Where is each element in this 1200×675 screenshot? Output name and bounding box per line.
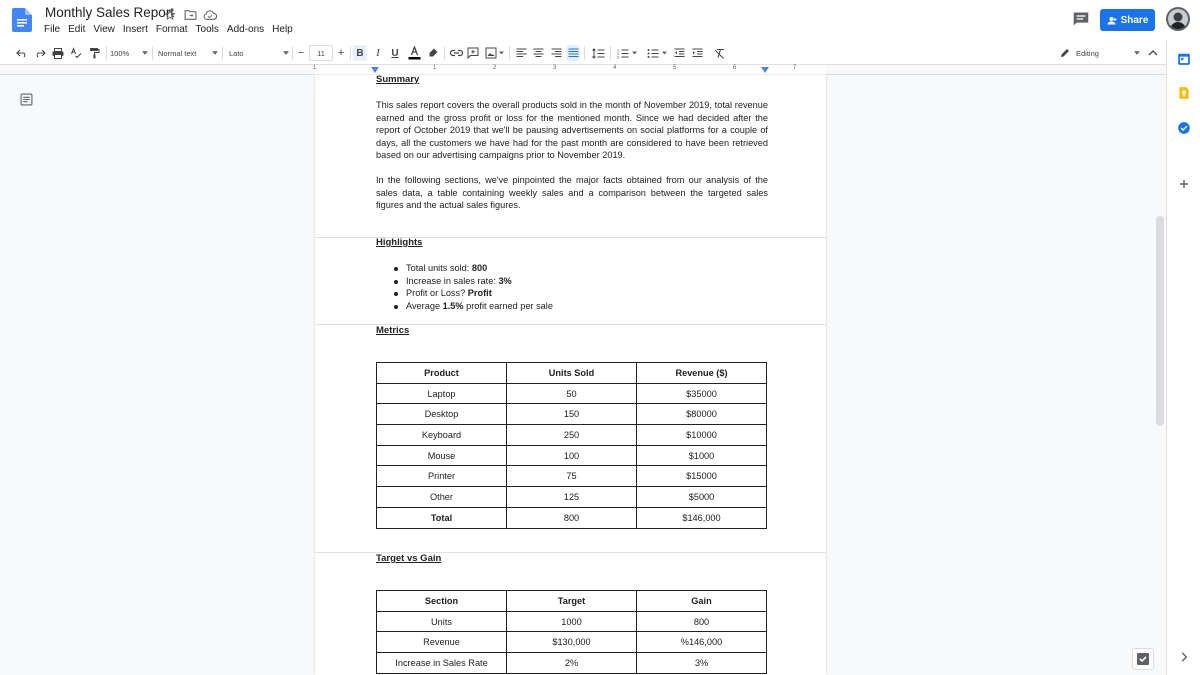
document-outline-icon[interactable] [20,93,33,106]
ruler-number: 5 [673,65,677,71]
ruler-number: 3 [553,65,557,71]
chevron-right-icon[interactable] [1177,650,1191,664]
table-cell: $1000 [637,445,767,466]
paragraph-style-select[interactable] [158,45,218,61]
table-cell: Revenue [377,632,507,653]
bullet-text: Profit or Loss? [406,288,468,298]
svg-text:2: 2 [617,51,619,56]
pencil-icon [1060,48,1070,58]
ruler-number: 7 [793,65,797,71]
table-row [377,404,767,425]
table-cell: %146,000 [637,632,767,653]
bold-button[interactable]: B [353,45,367,61]
table-row [377,466,767,487]
calendar-icon[interactable] [1177,52,1191,66]
table-cell: $10000 [637,425,767,446]
align-left-icon[interactable] [514,45,528,61]
ruler-number: 6 [733,65,737,71]
move-folder-icon[interactable] [182,7,198,23]
font-select[interactable] [229,45,289,61]
table-cell: $80000 [637,404,767,425]
share-button[interactable] [1100,9,1155,31]
summary-paragraph-1: This sales report covers the overall products sold in the month of November 2019, total revenue earned and the gross profit or loss for the mentioned month. Since we had decided after the report of October 2019 that we'll be pausing advertisements on social platforms for a couple of days, all the customers we have had for the past month are considered to have been retrieved based on our advertising campaigns prior to November 2019. [376,100,768,160]
table-row [377,445,767,466]
table-cell: Units [377,611,507,632]
bullet-value: 800 [471,263,488,273]
table-header-cell: Product [377,363,507,384]
docs-logo-icon[interactable] [12,8,32,32]
table-cell: $35000 [637,383,767,404]
table-cell: Laptop [377,383,507,404]
table-cell: 75 [507,466,637,487]
align-center-icon[interactable] [531,45,545,61]
clear-formatting-icon[interactable] [712,45,726,61]
table-cell: Total [377,507,507,528]
menu-help[interactable]: Help [272,24,293,35]
underline-button[interactable]: U [391,47,399,59]
cloud-status-icon[interactable] [202,7,218,23]
chevron-down-icon [212,51,218,55]
table-cell: Increase in Sales Rate [377,653,507,674]
text-color-icon[interactable] [406,45,422,61]
ruler-number: 1 [433,65,437,71]
table-cell: Keyboard [377,425,507,446]
bullet-text: Increase in sales rate: [406,275,499,286]
table-cell: $5000 [637,487,767,508]
collapse-menus-icon[interactable] [1146,45,1160,61]
document-title[interactable]: Monthly Sales Report [45,5,175,20]
list-item [392,275,553,288]
menu-view[interactable]: View [93,24,115,35]
list-item [392,287,553,300]
table-row [377,487,767,508]
tasks-icon[interactable] [1177,121,1191,135]
insert-link-icon[interactable] [449,45,463,61]
toolbar [0,41,1166,65]
table-cell: 125 [507,487,637,508]
increase-font-size-button[interactable]: + [337,47,345,59]
decrease-indent-icon[interactable] [672,45,686,61]
table-cell: $146,000 [637,507,767,528]
highlights-heading: Highlights [376,237,423,248]
italic-button[interactable]: I [376,47,380,59]
table-cell: 100 [507,445,637,466]
table-cell: 2% [507,653,637,674]
line-spacing-icon[interactable] [590,45,606,61]
share-person-icon [1107,16,1117,25]
increase-indent-icon[interactable] [690,45,704,61]
table-cell: Printer [377,466,507,487]
side-panel [1166,40,1200,675]
table-cell: 3% [637,653,767,674]
ruler-number: 4 [613,65,617,71]
table-cell: 150 [507,404,637,425]
top-bar [0,0,1166,40]
editing-mode-value: Editing [1076,48,1099,58]
bulleted-list-icon[interactable] [644,45,670,61]
right-indent-marker[interactable] [761,67,769,73]
list-item [392,262,553,275]
table-cell: Desktop [377,404,507,425]
zoom-select[interactable] [110,45,148,61]
align-right-icon[interactable] [549,45,563,61]
table-cell: $130,000 [507,632,637,653]
menu-add-ons[interactable]: Add-ons [226,24,265,35]
redo-icon[interactable] [32,45,48,61]
table-cell: 50 [507,383,637,404]
target-vs-gain-table[interactable] [376,590,767,674]
paint-format-icon[interactable] [86,45,102,61]
summary-paragraph-2: In the following sections, we've pinpointed the major facts obtained from our analysis of the sales data, a table containing weekly sales and a comparison between the targeted sales figures and the actual sales figures. [376,175,768,210]
table-header-cell: Section [377,591,507,612]
table-row [377,653,767,674]
menu-edit[interactable]: Edit [68,24,86,35]
bullet-text: Average [406,300,443,311]
decrease-font-size-button[interactable]: − [297,47,305,59]
insert-image-icon[interactable] [483,45,505,61]
bullet-value: Profit [467,288,492,298]
share-label: Share [1120,14,1149,26]
table-header-cell: Target [507,591,637,612]
highlight-color-icon[interactable] [425,45,441,61]
bullet-text: profit earned per sale [463,300,553,311]
keep-icon[interactable] [1177,86,1191,100]
table-cell: 250 [507,425,637,446]
table-header-row [377,363,767,384]
editing-mode-select[interactable] [1060,45,1140,61]
svg-text:1: 1 [617,48,619,52]
justify-icon[interactable] [566,45,580,61]
table-row [377,611,767,632]
explore-button[interactable] [1132,648,1154,670]
table-header-cell: Units Sold [507,363,637,384]
undo-icon[interactable] [14,45,30,61]
table-cell: $15000 [637,466,767,487]
horizontal-ruler[interactable] [0,65,1166,75]
explore-icon [1133,649,1153,669]
add-comment-icon[interactable] [466,45,480,61]
font-size-input[interactable]: 11 [309,45,333,61]
account-avatar[interactable] [1166,7,1190,31]
list-item [392,300,553,313]
table-header-cell: Gain [637,591,767,612]
bullet-value: 3% [498,275,512,286]
table-row [377,383,767,404]
table-cell: 800 [507,507,637,528]
menu-file[interactable]: File [44,24,61,35]
table-row [377,632,767,653]
zoom-value: 100% [110,48,130,58]
highlights-list [392,262,553,312]
table-cell: Mouse [377,445,507,466]
paragraph-style-value: Normal text [158,48,197,58]
star-icon[interactable] [162,7,178,23]
bullet-value: 1.5% [442,300,464,311]
table-header-row [377,591,767,612]
bullet-text: Total units sold: [406,263,472,273]
left-indent-marker[interactable] [371,67,379,73]
metrics-table[interactable] [376,362,767,529]
summary-heading: Summary [376,74,420,85]
chevron-down-icon [1134,51,1140,55]
table-cell: Other [377,487,507,508]
table-cell: 800 [637,611,767,632]
numbered-list-icon[interactable] [614,45,640,61]
target-vs-gain-heading: Target vs Gain [376,553,442,564]
menu-insert[interactable]: Insert [122,24,148,35]
menu-tools[interactable]: Tools [195,24,219,35]
svg-text:3: 3 [617,55,619,59]
chevron-down-icon [142,51,148,55]
menu-bar [40,23,297,36]
table-row [377,425,767,446]
chevron-down-icon [283,51,289,55]
table-cell: 1000 [507,611,637,632]
menu-format[interactable]: Format [155,24,188,35]
metrics-heading: Metrics [376,325,410,336]
font-value: Lato [229,48,244,58]
add-addon-icon[interactable] [1177,177,1191,191]
table-total-row [377,507,767,528]
vertical-scrollbar[interactable] [1156,216,1164,426]
ruler-number: 1 [313,65,317,71]
ruler-number: 2 [493,65,497,71]
comment-history-icon[interactable] [1072,11,1090,27]
table-header-cell: Revenue ($) [637,363,767,384]
spellcheck-icon[interactable] [68,45,84,61]
print-icon[interactable] [50,45,66,61]
